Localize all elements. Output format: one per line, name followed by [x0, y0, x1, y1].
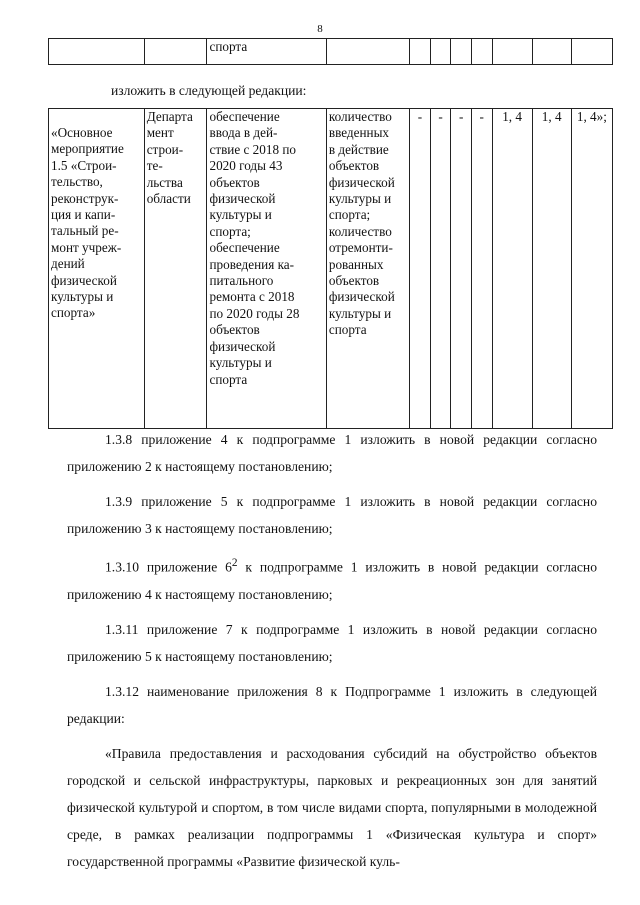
cell-sport: спорта — [207, 39, 326, 65]
table-fragment-top — [48, 38, 613, 65]
cell-value: 1, 4 — [492, 109, 532, 429]
table-main-activity — [48, 108, 613, 429]
cell-dash: - — [430, 109, 451, 429]
cell-empty — [532, 39, 571, 65]
paragraph: 1.3.8 приложение 4 к подпрограмме 1 изложить в новой редакции согласно приложению 2 к настоящему постановлению; — [67, 432, 597, 474]
superscript: 2 — [231, 557, 238, 569]
paragraph: 1.3.11 приложение 7 к подпрограмме 1 изложить в новой редакции согласно приложению 5 к настоящему постановлению; — [67, 621, 597, 664]
cell-empty — [451, 39, 472, 65]
cell-dash: - — [410, 109, 431, 429]
cell-empty — [430, 39, 451, 65]
paragraph-start: 1.3.10 приложение 6 — [105, 559, 232, 575]
paragraph-end: к подпрограмме 1 изложить в новой редакции согласно приложению 4 к настоящему постановлению; — [67, 559, 597, 602]
cell-dash: - — [471, 109, 492, 429]
cell-outcome: обеспечение ввода в дей- ствие с 2018 по 2020 годы 43 объектов физической культуры и спорта; обеспечение проведения ка- питального ремонта с 2018 по 2020 годы 28 объектов физической культуры и спорта — [207, 109, 326, 429]
cell-empty — [49, 39, 145, 65]
cell-empty — [471, 39, 492, 65]
cell-empty — [492, 39, 532, 65]
cell-empty — [326, 39, 409, 65]
cell-activity: «Основное мероприятие 1.5 «Строи- тельство, реконструк- ция и капи- тальный ре- монт учреж- дений физической культуры и спорта» — [49, 109, 145, 429]
cell-dash: - — [451, 109, 472, 429]
paragraph: 1.3.9 приложение 5 к подпрограмме 1 изложить в новой редакции согласно приложению 3 к настоящему постановлению; — [67, 494, 597, 536]
cell-empty — [410, 39, 431, 65]
table-row — [49, 109, 613, 429]
paragraph: 1.3.12 наименование приложения 8 к Подпрограмме 1 изложить в следующей редакции: — [67, 683, 597, 726]
cell-empty — [144, 39, 207, 65]
cell-department: Департа мент строи- те- льства области — [144, 109, 207, 429]
paragraph-quote: «Правила предоставления и расходования субсидий на обустройство объектов городской и сельской инфраструктуры, парковых и рекреационных зон для занятий физической культурой и спортом, в том числе видами спорта, популярными в молодежной среде, в рамках реализации подпрограммы 1 «Физическая культура и спорт» государственной программы «Развитие физической куль- — [67, 745, 597, 869]
cell-empty — [571, 39, 612, 65]
page-number: 8 — [317, 23, 323, 35]
paragraph — [67, 550, 597, 608]
intro-text: изложить в следующей редакции: — [111, 83, 307, 98]
cell-indicator: количество введенных в действие объектов физической культуры и спорта; количество отремонти- рованных объектов физической культуры и спорта — [326, 109, 409, 429]
cell-value: 1, 4 — [532, 109, 571, 429]
cell-value: 1, 4»; — [571, 109, 612, 429]
document-body — [67, 426, 597, 875]
